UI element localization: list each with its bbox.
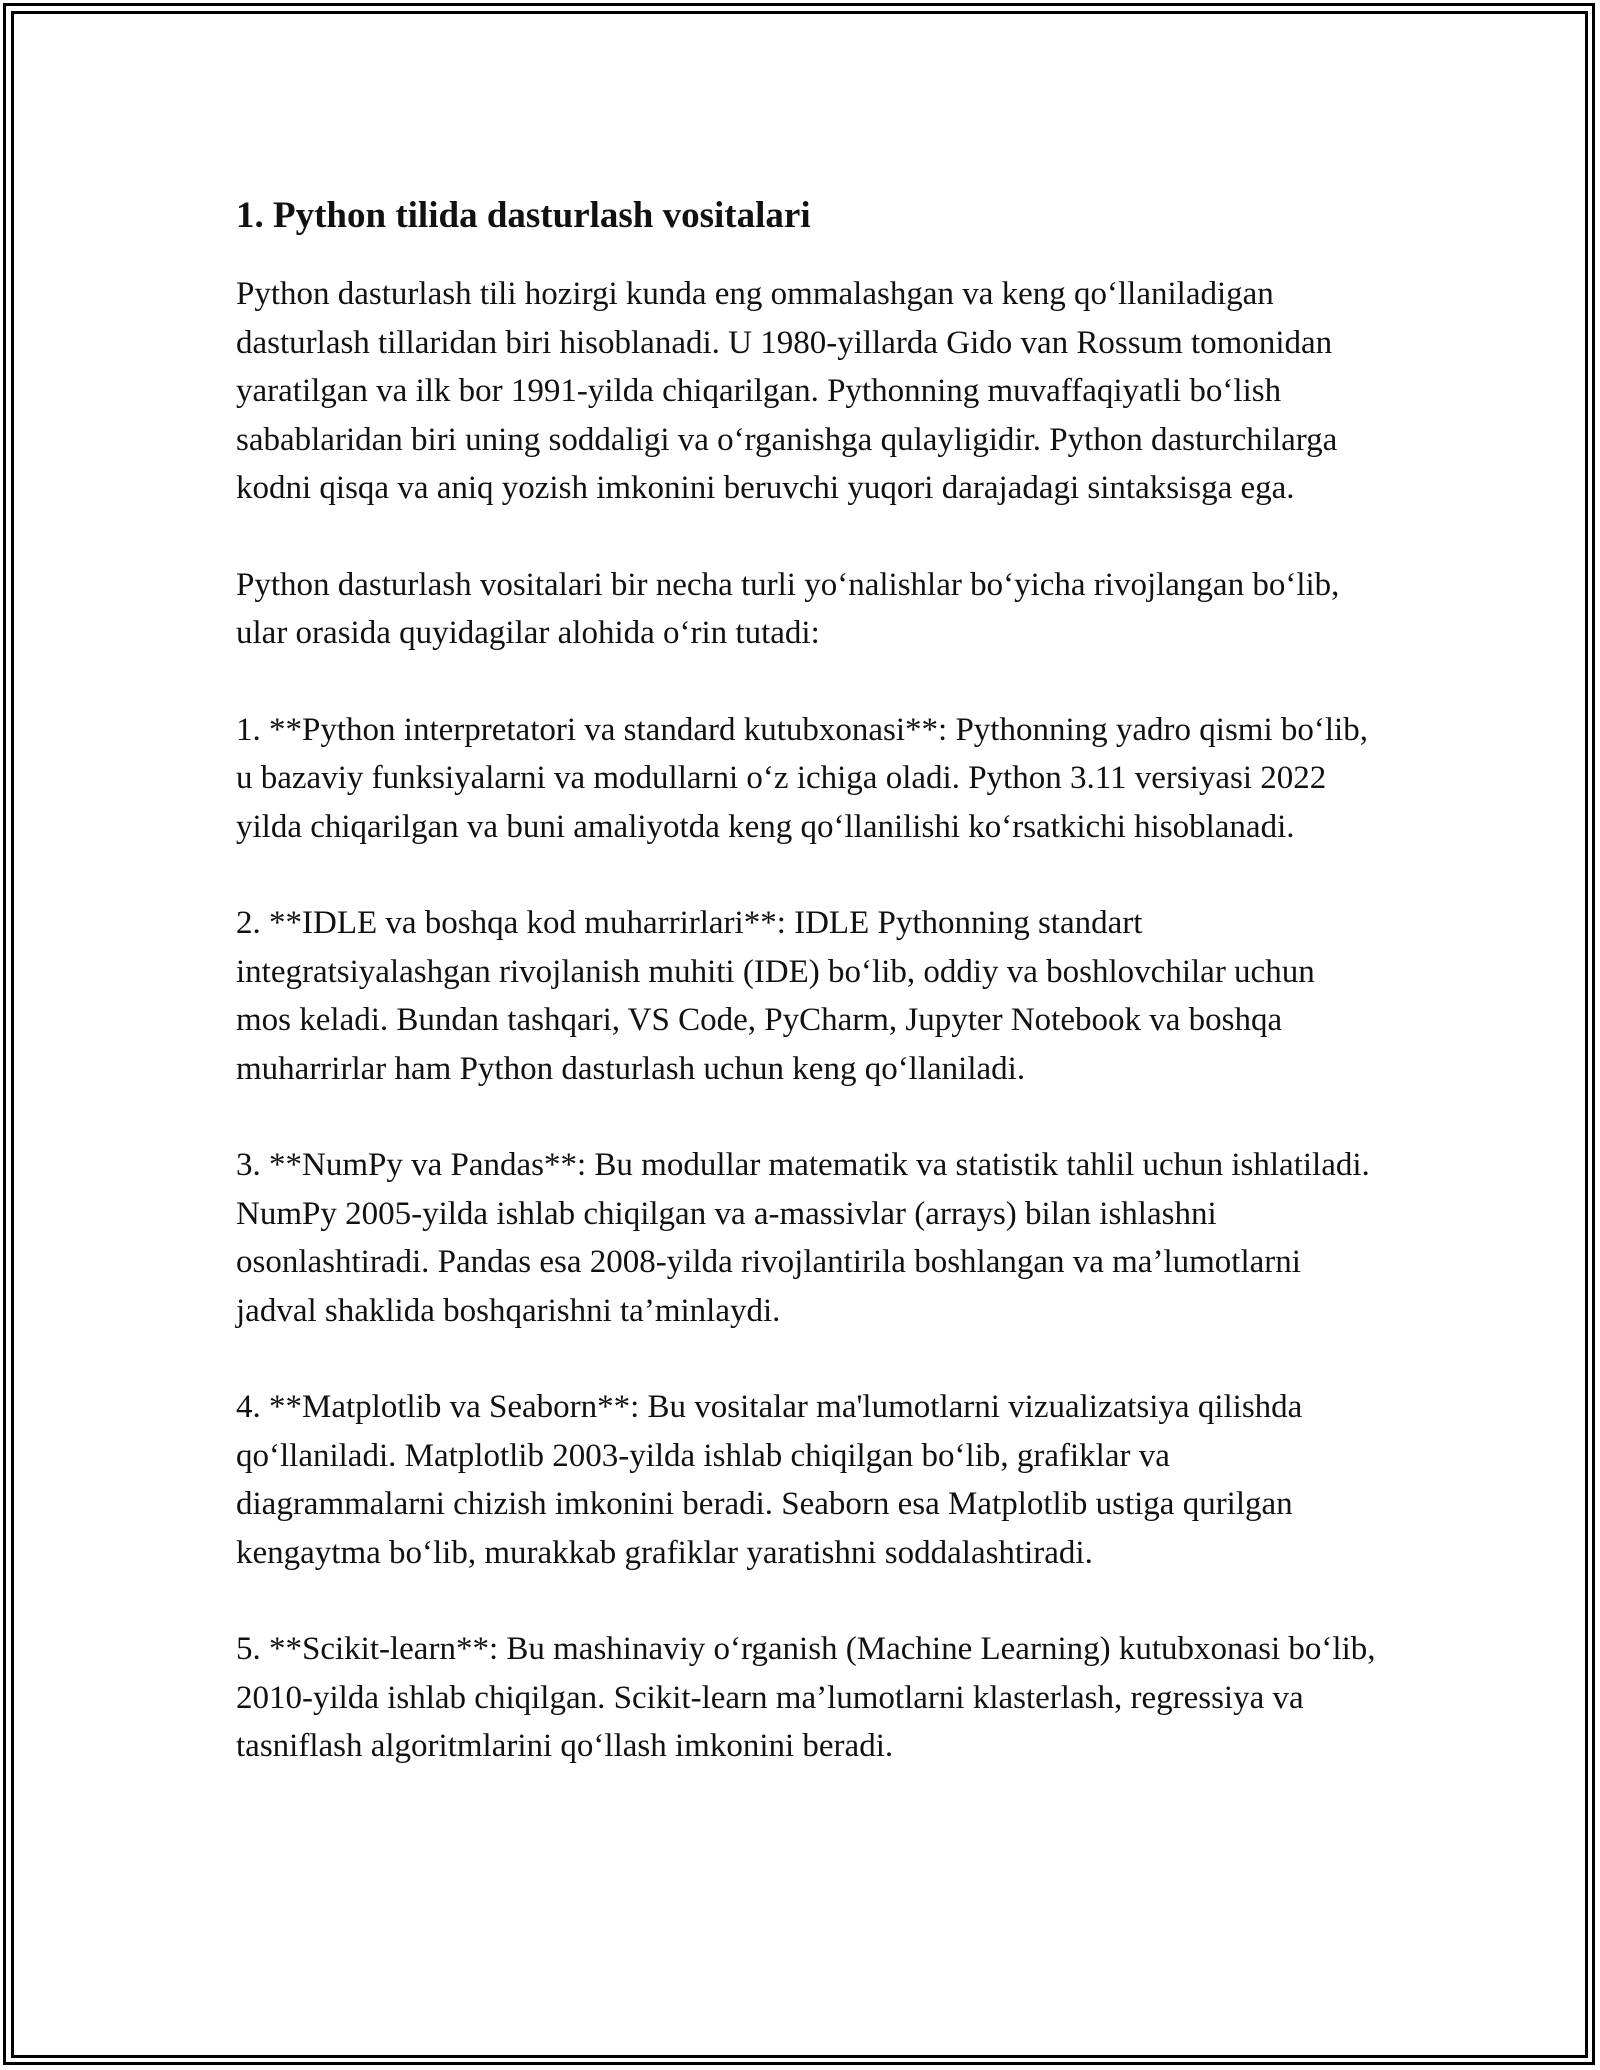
section-heading: 1. Python tilida dasturlash vositalari	[236, 195, 811, 236]
list-item-idle-editors: 2. **IDLE va boshqa kod muharrirlari**: IDLE Pythonning standart integratsiyalashgan rivojlanish muhiti (IDE) bo‘lib, oddiy va boshlovchilar uchun mos keladi. Bundan tashqari, VS Code, PyCharm, Jupyter Notebook va boshqa muharrirlar ham Python dasturlash uchun keng qo‘llaniladi.	[236, 905, 1315, 1087]
list-item-numpy-pandas: 3. **NumPy va Pandas**: Bu modullar matematik va statistik tahlil uchun ishlatiladi. NumPy 2005-yilda ishlab chiqilgan va a-massivlar (arrays) bilan ishlashni osonlashtiradi. Pandas esa 2008-yilda rivojlantirila boshlangan va ma’lumotlarni jadval shaklida boshqarishni ta’minlaydi.	[236, 1147, 1370, 1329]
tools-intro-paragraph: Python dasturlash vositalari bir necha turli yo‘nalishlar bo‘yicha rivojlangan bo‘lib, ular orasida quyidagilar alohida o‘rin tutadi:	[236, 566, 1340, 652]
list-item-matplotlib-seaborn: 4. **Matplotlib va Seaborn**: Bu vositalar ma'lumotlarni vizualizatsiya qilishda qo‘llaniladi. Matplotlib 2003-yilda ishlab chiqilgan bo‘lib, grafiklar va diagrammalarni chizish imkonini beradi. Seaborn esa Matplotlib ustiga qurilgan kengaytma bo‘lib, murakkab grafiklar yaratishni soddalashtiradi.	[236, 1389, 1303, 1571]
list-item-scikit-learn: 5. **Scikit-learn**: Bu mashinaviy o‘rganish (Machine Learning) kutubxonasi bo‘lib, 2010-yilda ishlab chiqilgan. Scikit-learn ma’lumotlarni klasterlash, regressiya va tasniflash algoritmlarini qo‘llash imkonini beradi.	[236, 1631, 1376, 1765]
document-body	[236, 180, 1376, 1819]
list-item-python-interpreter: 1. **Python interpretatori va standard kutubxonasi**: Pythonning yadro qismi bo‘lib, u bazaviy funksiyalarni va modullarni o‘z ichiga oladi. Python 3.11 versiyasi 2022 yilda chiqarilgan va buni amaliyotda keng qo‘llanilishi ko‘rsatkichi hisoblanadi.	[236, 711, 1368, 845]
intro-paragraph: Python dasturlash tili hozirgi kunda eng ommalashgan va keng qo‘llaniladigan dasturlash tillaridan biri hisoblanadi. U 1980-yillarda Gido van Rossum tomonidan yaratilgan va ilk bor 1991-yilda chiqarilgan. Pythonning muvaffaqiyatli bo‘lish sabablaridan biri uning soddaligi va o‘rganishga qulayligidir. Python dasturchilarga kodni qisqa va aniq yozish imkonini beruvchi yuqori darajadagi sintaksisga ega.	[236, 276, 1338, 507]
